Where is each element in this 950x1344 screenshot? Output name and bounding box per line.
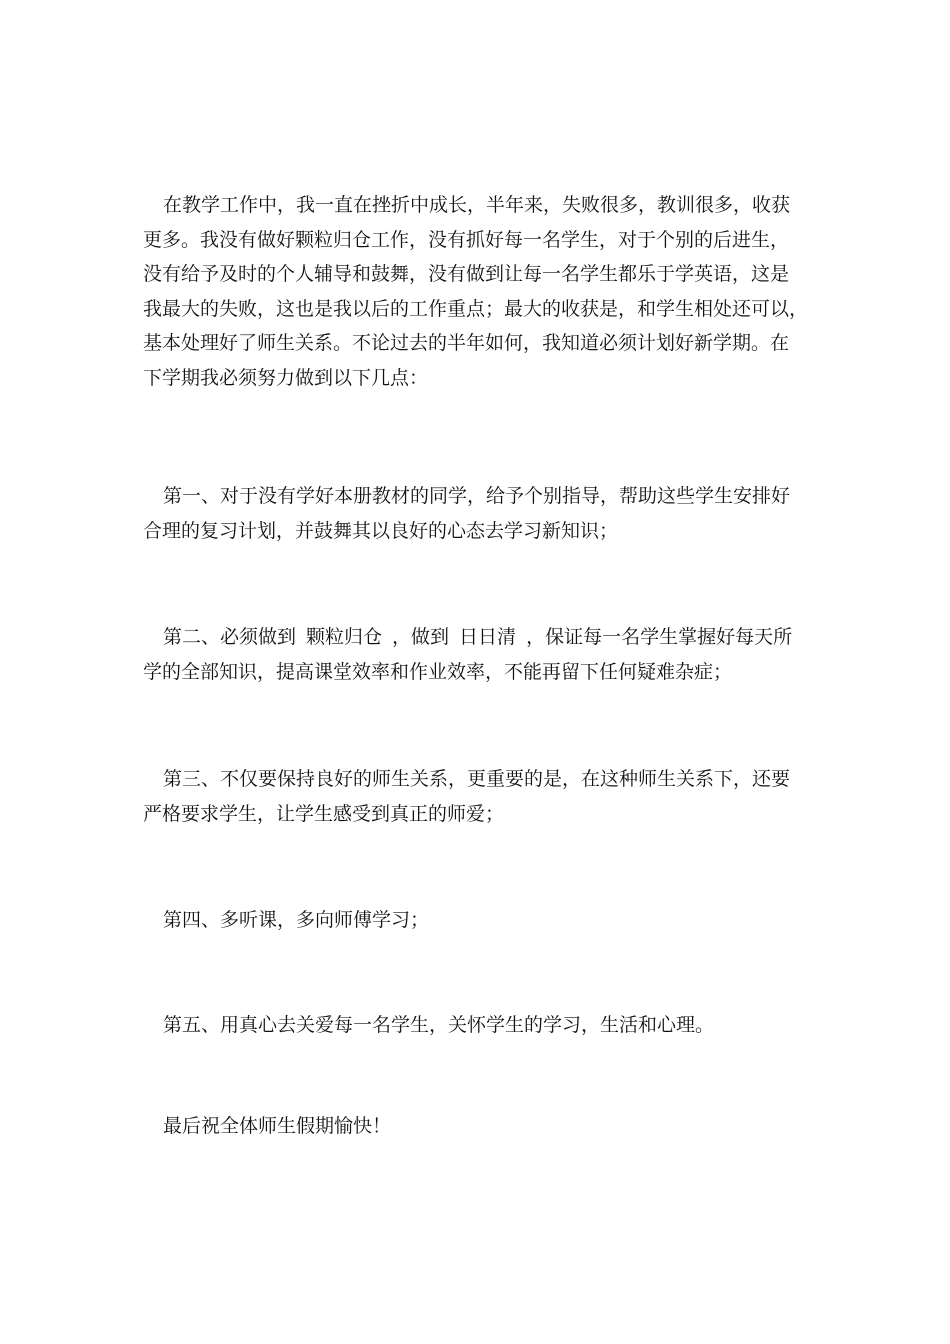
text-line: 第四、多听课，多向师傅学习； [163, 909, 430, 931]
point-one-paragraph [143, 479, 807, 548]
text-line: 严格要求学生，让学生感受到真正的师爱； [143, 802, 505, 825]
point-three-paragraph [143, 762, 807, 831]
point-two-paragraph [143, 620, 807, 689]
text-line: 下学期我必须努力做到以下几点： [143, 366, 429, 389]
text-line: 在教学工作中，我一直在挫折中成长，半年来，失败很多，教训很多，收获 [163, 194, 791, 216]
intro-paragraph [143, 188, 807, 395]
text-line: 我最大的失败，这也是我以后的工作重点；最大的收获是，和学生相处还可以， [143, 297, 809, 320]
text-line: 学的全部知识，提高课堂效率和作业效率，不能再留下任何疑难杂症； [143, 660, 733, 683]
point-four-paragraph [143, 903, 807, 938]
text-line: 基本处理好了师生关系。不论过去的半年如何，我知道必须计划好新学期。在 [143, 332, 790, 354]
text-line: 第五、用真心去关爱每一名学生，关怀学生的学习，生活和心理。 [163, 1014, 715, 1036]
text-line: 合理的复习计划，并鼓舞其以良好的心态去学习新知识； [143, 519, 619, 542]
text-line: 第二、必须做到 颗粒归仓 ，做到 日日清 ，保证每一名学生掌握好每天所 [163, 626, 793, 648]
text-line: 第三、不仅要保持良好的师生关系，更重要的是，在这种师生关系下，还要 [163, 768, 791, 790]
text-line: 第一、对于没有学好本册教材的同学，给予个别指导，帮助这些学生安排好 [163, 485, 791, 507]
text-line: 最后祝全体师生假期愉快！ [163, 1115, 392, 1137]
text-line: 更多。我没有做好颗粒归仓工作，没有抓好每一名学生，对于个别的后进生， [143, 228, 790, 251]
closing-paragraph [143, 1109, 807, 1144]
text-line: 没有给予及时的个人辅导和鼓舞，没有做到让每一名学生都乐于学英语，这是 [143, 263, 790, 285]
point-five-paragraph [143, 1008, 807, 1043]
